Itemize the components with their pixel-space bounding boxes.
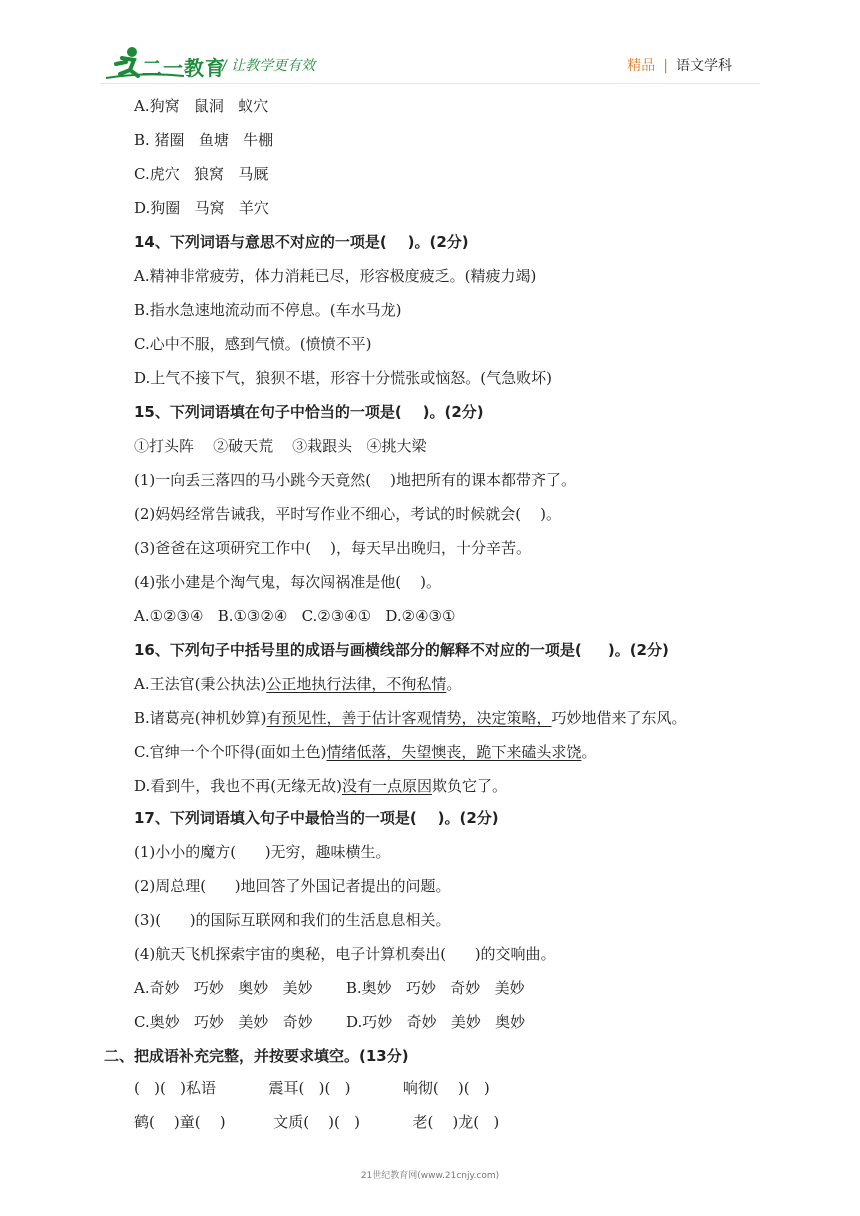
q17-sentence-1: (1)小小的魔方( )无穷，趣味横生。 xyxy=(134,843,391,861)
q15-sentence-3: (3)爸爸在这项研究工作中( )，每天早出晚归，十分辛苦。 xyxy=(134,539,532,557)
option-c-line: C.虎穴 狼窝 马厩 xyxy=(134,165,269,183)
slogan: / 让教学更有效 xyxy=(222,58,316,74)
q14-option-a: A.精神非常疲劳，体力消耗已尽，形容极度疲乏。(精疲力竭) xyxy=(134,267,537,285)
q16c-text: C.官绅一个个吓得(面如土色) xyxy=(134,743,327,761)
q16b-end: 巧妙地借来了东风。 xyxy=(551,709,687,727)
q14-option-d: D.上气不接下气，狼狈不堪，形容十分慌张或恼怒。(气急败坏) xyxy=(134,369,552,387)
badge-separator: | xyxy=(663,58,668,74)
q16d-text: D.看到牛，我也不再(无缘无故) xyxy=(134,777,342,795)
q17-sentence-3: (3)( )的国际互联网和我们的生活息息相关。 xyxy=(134,911,451,929)
q16-option-a xyxy=(134,674,461,694)
option-a-line: A.狗窝 鼠洞 蚁穴 xyxy=(134,97,269,115)
q15-sentence-1: (1)一向丢三落四的马小跳今天竟然( )地把所有的课本都带齐了。 xyxy=(134,471,577,489)
q16d-end: 欺负它了。 xyxy=(431,777,507,795)
q16d-underlined: 没有一点原因 xyxy=(341,777,432,795)
q14-option-b: B.指水急速地流动而不停息。(车水马龙) xyxy=(134,301,402,319)
logo-text: 二一教育 xyxy=(142,56,226,80)
idiom-fill-row-2: 鹤( )童( ) 文质( )( ) 老( )龙( ) xyxy=(134,1113,500,1131)
q14-option-c: C.心中不服，感到气愤。(愤愤不平) xyxy=(134,335,372,353)
q16a-text: A.王法官(秉公执法) xyxy=(134,675,267,693)
q16b-underlined: 有预见性，善于估计客观情势，决定策略， xyxy=(266,709,552,727)
badge-subject: 语文学科 xyxy=(676,58,732,74)
option-b-line: B. 猪圈 鱼塘 牛棚 xyxy=(134,131,274,149)
q16-option-d xyxy=(134,776,507,796)
idiom-fill-row-1: ( )( )私语 震耳( )( ) 响彻( )( ) xyxy=(134,1079,490,1097)
header-divider xyxy=(100,83,760,84)
option-d-line: D.狗圈 马窝 羊穴 xyxy=(134,199,269,217)
q17-answers-ab: A.奇妙 巧妙 奥妙 美妙 B.奥妙 巧妙 奇妙 美妙 xyxy=(134,979,525,997)
q15-word-options: ①打头阵 ②破天荒 ③栽跟头 ④挑大梁 xyxy=(134,437,427,455)
q16-option-b xyxy=(134,708,687,728)
q16c-underlined: 情绪低落，失望懊丧，跪下来磕头求饶 xyxy=(326,743,582,761)
subject-badge xyxy=(627,55,732,75)
page-footer: 21世纪教育网(www.21cnjy.com) xyxy=(360,1171,500,1181)
q16a-underlined: 公正地执行法律，不徇私情 xyxy=(266,675,447,693)
q15-sentence-2: (2)妈妈经常告诫我，平时写作业不细心，考试的时候就会( )。 xyxy=(134,505,562,523)
q16b-text: B.诸葛亮(神机妙算) xyxy=(134,709,267,727)
question-17: 17、下列词语填入句子中最恰当的一项是( )。(2分) xyxy=(134,809,499,827)
q17-sentence-2: (2)周总理( )地回答了外国记者提出的问题。 xyxy=(134,877,451,895)
q17-answers-cd: C.奥妙 巧妙 美妙 奇妙 D.巧妙 奇妙 美妙 奥妙 xyxy=(134,1013,526,1031)
question-14: 14、下列词语与意思不对应的一项是( )。(2分) xyxy=(134,233,469,251)
q16c-end: 。 xyxy=(581,743,597,761)
q16a-end: 。 xyxy=(446,675,462,693)
section-2-title: 二、把成语补充完整，并按要求填空。(13分) xyxy=(104,1047,409,1065)
q15-sentence-4: (4)张小建是个淘气鬼，每次闯祸准是他( )。 xyxy=(134,573,442,591)
badge-premium: 精品 xyxy=(627,58,656,74)
q15-answers: A.①②③④ B.①③②④ C.②③④① D.②④③① xyxy=(134,607,456,625)
q16-option-c xyxy=(134,742,596,762)
q17-sentence-4: (4)航天飞机探索宇宙的奥秘，电子计算机奏出( )的交响曲。 xyxy=(134,945,556,963)
question-16: 16、下列句子中括号里的成语与画横线部分的解释不对应的一项是( )。(2分) xyxy=(134,641,669,659)
page-header xyxy=(0,0,860,90)
question-15: 15、下列词语填在句子中恰当的一项是( )。(2分) xyxy=(134,403,484,421)
